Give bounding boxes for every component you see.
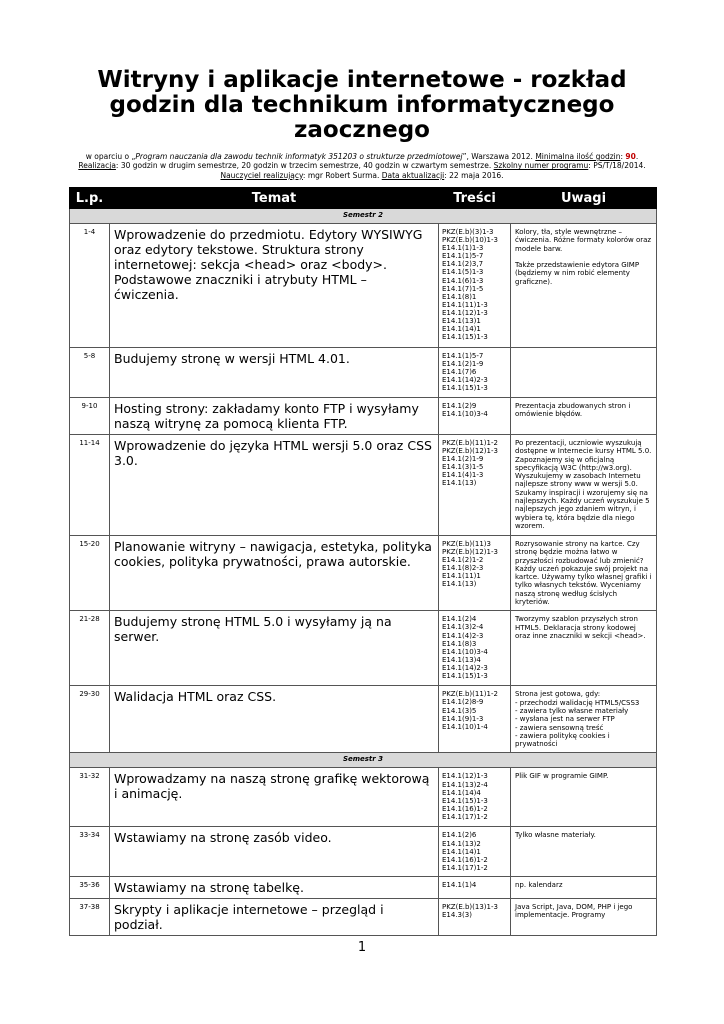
row-topic: Hosting strony: zakładamy konto FTP i wysyłamy naszą witrynę za pomocą klienta FTP. xyxy=(110,398,439,435)
table-row xyxy=(70,827,657,876)
row-notes: Plik GIF w programie GIMP. xyxy=(511,768,657,827)
program-number-label: Szkolny numer programu xyxy=(493,161,589,171)
row-notes: Po prezentacji, uczniowie wyszukują dostępne w Internecie kursy HTML 5.0. Zapoznajemy się w oficjalną specyfikacją W3C (http://w3.org). Wyszukujemy w zasobach Internetu najlepsze strony www w wersji 5.0. Szukamy inspiracji i wzorujemy się na najlepszych. Każdy uczeń wyszukuje 5 najlepszych jego zdaniem witryn, i wybiera tę, która będzie dla niego wzorem. xyxy=(511,435,657,536)
row-notes: Kolory, tła, style wewnętrzne – ćwiczenia. Różne formaty kolorów oraz modele barw. Także przedstawienie edytora GIMP (będziemy w nim robić elementy graficzne). xyxy=(511,224,657,348)
update-value: : 22 maja 2016. xyxy=(444,170,504,180)
table-row xyxy=(70,768,657,827)
row-notes: Java Script, Java, DOM, PHP i jego implementacje. Programy xyxy=(511,898,657,935)
row-lp: 21-28 xyxy=(70,611,110,686)
row-topic: Wprowadzenie do przedmiotu. Edytory WYSIWYG oraz edytory tekstowe. Struktura strony internetowej: sekcja <head> oraz <body>. Podstawowe znaczniki i atrybuty HTML – ćwiczenia. xyxy=(110,224,439,348)
intro-prefix: w oparciu o „ xyxy=(85,152,136,161)
row-lp: 29-30 xyxy=(70,686,110,753)
row-topic: Wprowadzenie do języka HTML wersji 5.0 oraz CSS 3.0. xyxy=(110,435,439,536)
row-notes: Tworzymy szablon przyszłych stron HTML5. Deklaracja strony kodowej oraz inne znaczniki w sekcji <head>. xyxy=(511,611,657,686)
row-content: PKZ(E.b)(13)1-3 E14.3(3) xyxy=(439,898,511,935)
row-lp: 31-32 xyxy=(70,768,110,827)
row-content: E14.1(12)1-3 E14.1(13)2-4 E14.1(14)4 E14.1(15)1-3 E14.1(16)1-2 E14.1(17)1-2 xyxy=(439,768,511,827)
row-notes: np. kalendarz xyxy=(511,876,657,898)
row-content: E14.1(1)4 xyxy=(439,876,511,898)
table-header-row xyxy=(70,188,657,209)
program-number-value: : PS/T/18/2014. xyxy=(588,161,646,171)
row-notes: Prezentacja zbudowanych stron i omówienie błędów. xyxy=(511,398,657,435)
row-lp: 9-10 xyxy=(70,398,110,435)
row-content: PKZ(E.b)(11)1-2 PKZ(E.b)(12)1-3 E14.1(2)1-9 E14.1(3)1-5 E14.1(4)1-3 E14.1(13) xyxy=(439,435,511,536)
intro-after-program: ”, Warszawa 2012. xyxy=(462,152,536,161)
row-topic: Budujemy stronę w wersji HTML 4.01. xyxy=(110,348,439,398)
row-content: PKZ(E.b)(11)3 PKZ(E.b)(12)1-3 E14.1(2)1-2 E14.1(8)2-3 E14.1(11)1 E14.1(13) xyxy=(439,536,511,611)
realization-text: : 30 godzin w drugim semestrze, 20 godzin w trzecim semestrze, 40 godzin w czwartym semestrze. xyxy=(115,161,494,171)
realization-label: Realizacja xyxy=(78,161,116,171)
row-notes: Tylko własne materiały. xyxy=(511,827,657,876)
schedule-table xyxy=(69,187,657,936)
table-row xyxy=(70,536,657,611)
program-name: Program nauczania dla zawodu technik informatyk 351203 o strukturze przedmiotowej xyxy=(135,152,463,161)
intro-sep2: . xyxy=(635,152,639,161)
row-topic: Budujemy stronę HTML 5.0 i wysyłamy ją na serwer. xyxy=(110,611,439,686)
row-notes: Rozrysowanie strony na kartce. Czy stronę będzie można łatwo w przyszłości rozbudować lub zmienić? Każdy uczeń pokazuje swój projekt na kartce. Używamy tylko własnej grafiki i tylko własnych tekstów. Wyceniamy naszą stronę według ścisłych kryteriów. xyxy=(511,536,657,611)
header-lp: L.p. xyxy=(70,188,110,209)
row-lp: 15-20 xyxy=(70,536,110,611)
update-label: Data aktualizacji xyxy=(381,170,445,180)
row-topic: Walidacja HTML oraz CSS. xyxy=(110,686,439,753)
intro-sep1: : xyxy=(620,152,626,161)
table-row xyxy=(70,398,657,435)
row-lp: 5-8 xyxy=(70,348,110,398)
header-notes: Uwagi xyxy=(511,188,657,209)
intro-paragraph xyxy=(70,152,654,180)
row-content: E14.1(2)6 E14.1(13)2 E14.1(14)1 E14.1(16)1-2 E14.1(17)1-2 xyxy=(439,827,511,876)
row-topic: Wprowadzamy na naszą stronę grafikę wektorową i animację. xyxy=(110,768,439,827)
table-row xyxy=(70,224,657,348)
row-topic: Wstawiamy na stronę tabelkę. xyxy=(110,876,439,898)
row-lp: 33-34 xyxy=(70,827,110,876)
row-lp: 35-36 xyxy=(70,876,110,898)
semester-row xyxy=(70,753,657,768)
table-row xyxy=(70,348,657,398)
min-hours-label: Minimalna ilość godzin xyxy=(535,152,621,161)
table-row xyxy=(70,435,657,536)
table-body xyxy=(70,209,657,936)
header-topic: Temat xyxy=(110,188,439,209)
table-row xyxy=(70,611,657,686)
min-hours-value: 90 xyxy=(625,152,636,161)
teacher-label: Nauczyciel realizujący xyxy=(220,170,303,180)
table-row xyxy=(70,686,657,753)
semester-2-label: Semestr 2 xyxy=(70,209,657,224)
row-content: PKZ(E.b)(3)1-3 PKZ(E.b)(10)1-3 E14.1(1)1-3 E14.1(1)5-7 E14.1(2)3,7 E14.1(5)1-3 E14.1(6)1-3 E14.1(7)1-5 E14.1(8)1 E14.1(11)1-3 E14.1(12)1-3 E14.1(13)1 E14.1(14)1 E14.1(15)1-3 xyxy=(439,224,511,348)
row-content: E14.1(1)5-7 E14.1(2)1-9 E14.1(7)6 E14.1(14)2-3 E14.1(15)1-3 xyxy=(439,348,511,398)
row-content: PKZ(E.b)(11)1-2 E14.1(2)8-9 E14.1(3)5 E14.1(9)1-3 E14.1(10)1-4 xyxy=(439,686,511,753)
row-topic: Planowanie witryny – nawigacja, estetyka, polityka cookies, polityka prywatności, prawa autorskie. xyxy=(110,536,439,611)
row-notes xyxy=(511,348,657,398)
row-topic: Wstawiamy na stronę zasób video. xyxy=(110,827,439,876)
row-lp: 11-14 xyxy=(70,435,110,536)
table-row xyxy=(70,876,657,898)
semester-3-label: Semestr 3 xyxy=(70,753,657,768)
row-topic: Skrypty i aplikacje internetowe – przegląd i podział. xyxy=(110,898,439,935)
row-content: E14.1(2)9 E14.1(10)3-4 xyxy=(439,398,511,435)
row-notes: Strona jest gotowa, gdy: - przechodzi walidację HTML5/CSS3 - zawiera tylko własne materiały - wysłana jest na serwer FTP - zawiera sensowną treść - zawiera politykę cookies i prywatności xyxy=(511,686,657,753)
teacher-value: : mgr Robert Surma. xyxy=(302,170,382,180)
row-lp: 37-38 xyxy=(70,898,110,935)
table-row xyxy=(70,898,657,935)
page-number: 1 xyxy=(357,940,367,955)
row-lp: 1-4 xyxy=(70,224,110,348)
header-content: Treści xyxy=(439,188,511,209)
row-content: E14.1(2)4 E14.1(3)2-4 E14.1(4)2-3 E14.1(8)3 E14.1(10)3-4 E14.1(13)4 E14.1(14)2-3 E14.1(15)1-3 xyxy=(439,611,511,686)
page-title: Witryny i aplikacje internetowe - rozkład godzin dla technikum informatycznego zaocznego xyxy=(97,67,627,143)
semester-row xyxy=(70,209,657,224)
